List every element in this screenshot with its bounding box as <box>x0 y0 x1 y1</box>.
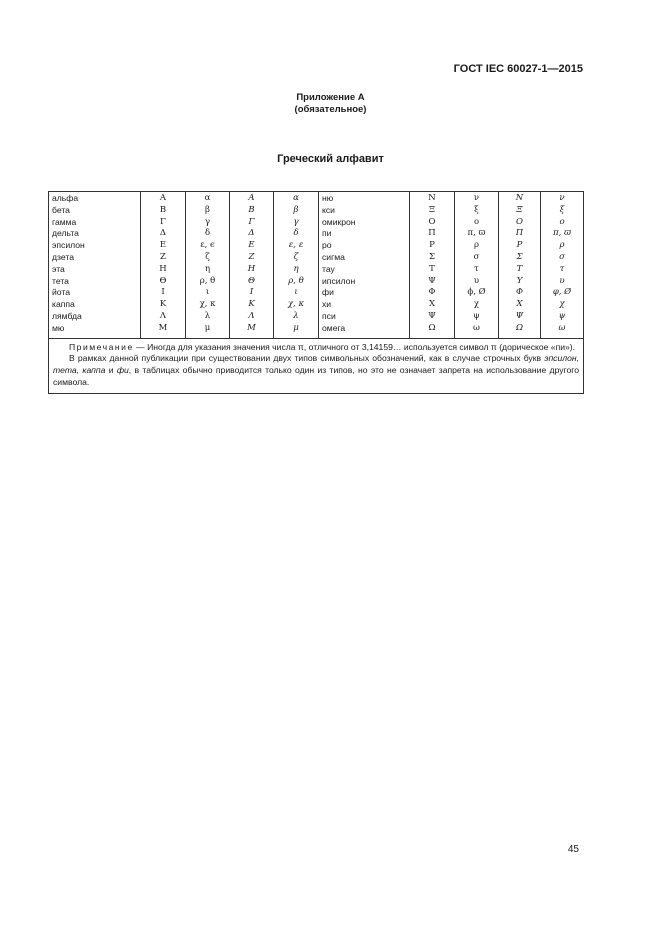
table-cell: Ξ <box>516 204 523 215</box>
table-cell: α <box>293 193 299 203</box>
table-cell: K <box>248 299 255 310</box>
table-cell: ω <box>558 322 566 333</box>
table-cell: Ψ <box>428 310 436 321</box>
table-cell: I <box>249 287 254 298</box>
table-cell: Υ <box>516 275 523 286</box>
table-cell: бета <box>52 204 70 215</box>
table-cell: δ <box>204 228 211 239</box>
left-names-column <box>52 193 137 335</box>
table-cell: ν <box>473 193 480 203</box>
table-cell: ρ, θ <box>288 275 304 286</box>
table-cell: каппа <box>52 299 75 310</box>
table-cell: Σ <box>428 251 435 262</box>
table-cell: τ <box>474 263 479 274</box>
table-cell: ρ <box>559 240 565 251</box>
appendix-heading <box>0 92 661 116</box>
left-upright-lower-column <box>189 193 226 335</box>
table-cell: σ <box>473 251 480 262</box>
table-cell: P <box>516 240 523 251</box>
note-text-1: — Иногда для указания значения числа π, отличного от 3,14159… используется символ π (дорическое «пи»). <box>133 341 576 352</box>
table-cell: сигма <box>322 251 345 262</box>
table-cell: дзета <box>52 251 74 262</box>
table-cell: δ <box>293 228 299 239</box>
table-cell: дельта <box>52 228 79 239</box>
table-cell: пси <box>322 310 336 321</box>
table-row <box>49 192 584 339</box>
page-number: 45 <box>567 844 579 855</box>
table-cell: Θ <box>248 275 255 286</box>
table-cell: λ <box>204 310 211 321</box>
right-upright-upper-column <box>413 193 451 335</box>
table-cell: Π <box>515 228 524 239</box>
right-names-column <box>322 193 406 335</box>
table-cell: N <box>515 193 524 203</box>
table-cell: ипсилон <box>322 275 356 286</box>
table-cell: ξ <box>474 204 479 215</box>
table-cell: ν <box>559 193 565 203</box>
table-cell: Κ <box>159 299 167 310</box>
note-text-2-italic: эпсилон, тета, каппа <box>53 353 579 376</box>
note-row <box>49 338 584 393</box>
table-cell: ρ <box>474 240 479 251</box>
table-cell: χ, κ <box>199 299 216 310</box>
note-paragraph-1 <box>53 342 579 354</box>
table-cell: мю <box>52 322 65 333</box>
note-text-2a: В рамках данной публикации при существовании двух типов символьных обозначений, как в случае строчных букв <box>69 353 545 364</box>
note-cell <box>49 338 584 393</box>
table-cell: χ <box>559 299 565 310</box>
right-upright-lower-column <box>458 193 495 335</box>
table-cell: Ν <box>428 193 436 203</box>
note-label: Примечание <box>69 341 134 352</box>
table-cell: лямбда <box>52 310 82 321</box>
table-cell: B <box>248 204 255 215</box>
table-cell: ε, ε <box>288 240 304 251</box>
table-cell: ζ <box>205 251 210 262</box>
table-cell: Β <box>159 204 167 215</box>
standard-code: ГОСТ IEC 60027-1—2015 <box>453 63 583 75</box>
table-cell: τ <box>559 263 565 274</box>
table-cell: эпсилон <box>52 240 85 251</box>
table-cell: Δ <box>159 228 167 239</box>
table-cell: пи <box>322 228 332 239</box>
table-cell: Σ <box>516 251 523 262</box>
table-cell: β <box>205 204 210 215</box>
table-cell: Δ <box>248 228 255 239</box>
table-cell: ψ <box>558 310 566 321</box>
table-cell: γ <box>204 216 211 227</box>
table-cell: Η <box>159 263 167 274</box>
table-cell: ε, ϵ <box>200 240 215 251</box>
table-cell: M <box>247 322 256 333</box>
table-cell: эта <box>52 263 65 274</box>
table-cell: Ο <box>428 216 436 227</box>
table-cell: Z <box>248 251 255 262</box>
table-cell: Π <box>428 228 436 239</box>
table-cell: ρ, θ <box>199 275 216 286</box>
table-cell: Ζ <box>160 251 166 262</box>
table-cell: ω <box>473 322 480 333</box>
table-cell: ο <box>559 216 565 227</box>
note-paragraph-2 <box>53 353 579 388</box>
left-italic-lower-column <box>277 193 315 335</box>
table-cell: ι <box>294 287 298 298</box>
table-cell: фи <box>322 287 334 298</box>
table-cell: альфа <box>52 193 79 203</box>
table-cell: йота <box>52 287 71 298</box>
greek-alphabet-table <box>48 191 584 394</box>
section-title: Греческий алфавит <box>277 153 384 165</box>
table-cell: кси <box>322 204 335 215</box>
table-cell: O <box>516 216 523 227</box>
table-cell: η <box>204 263 211 274</box>
table-cell: ню <box>322 193 334 203</box>
table-cell: Γ <box>160 216 166 227</box>
appendix-title: Приложение А <box>296 92 365 103</box>
table-cell: A <box>248 193 255 203</box>
table-cell: σ <box>559 251 565 262</box>
left-italic-upper-column <box>233 193 270 335</box>
table-cell: γ <box>293 216 299 227</box>
table-cell: Τ <box>429 263 435 274</box>
table-cell: Ω <box>428 322 436 333</box>
table-cell: ϕ, Ø <box>467 287 486 298</box>
table-cell: тау <box>322 263 335 274</box>
table-cell: η <box>293 263 299 274</box>
table-cell: μ <box>204 322 211 333</box>
table-cell: Φ <box>516 287 523 298</box>
table-cell: π, ϖ <box>467 228 486 239</box>
table-cell: ро <box>322 240 332 251</box>
right-italic-upper-column <box>502 193 537 335</box>
table-cell: α <box>204 193 211 203</box>
table-cell: ξ <box>559 204 565 215</box>
note-text-2c: , в таблицах обычно приводится только один из типов, но это не означает запрета на использование другого символа. <box>53 365 580 387</box>
table-cell: Ψ <box>515 310 524 321</box>
table-cell: омега <box>322 322 346 333</box>
table-cell: Μ <box>158 322 168 333</box>
table-cell: Ε <box>159 240 167 251</box>
table-cell: Λ <box>248 310 255 321</box>
note-text-2-italic2: фи <box>116 365 129 376</box>
table-cell: гамма <box>52 216 77 227</box>
right-italic-lower-column <box>544 193 580 335</box>
table-cell: E <box>248 240 255 251</box>
table-cell: Ψ <box>428 275 436 286</box>
table-cell: Θ <box>159 275 167 286</box>
table-cell: Ω <box>515 322 524 333</box>
table-cell: π, ϖ <box>553 228 571 239</box>
table-cell: T <box>516 263 523 274</box>
table-cell: ψ <box>473 310 480 321</box>
table-cell: β <box>293 204 299 215</box>
table-cell: ο <box>473 216 480 227</box>
table-cell: Α <box>159 193 167 203</box>
table-cell: λ <box>293 310 299 321</box>
appendix-subtitle: (обязательное) <box>294 104 367 115</box>
table-cell: X <box>516 299 523 310</box>
table-cell: Φ <box>428 287 436 298</box>
table-cell: υ <box>473 275 480 286</box>
table-cell: хи <box>322 299 332 310</box>
table-cell: Λ <box>159 310 167 321</box>
table-cell: Ι <box>161 287 165 298</box>
table-cell: Ξ <box>429 204 435 215</box>
table-cell: μ <box>293 322 299 333</box>
table-cell: ι <box>205 287 210 298</box>
table-cell: тета <box>52 275 69 286</box>
table-cell: H <box>247 263 256 274</box>
table-cell: Γ <box>248 216 255 227</box>
table-cell: υ <box>559 275 565 286</box>
table-cell: Ρ <box>429 240 435 251</box>
table-cell: φ, Ø <box>552 287 572 298</box>
table-cell: χ, κ <box>287 299 305 310</box>
left-upright-upper-column <box>144 193 182 335</box>
note-text-2b: и <box>105 365 117 376</box>
table-cell: омикрон <box>322 216 356 227</box>
table-cell: χ <box>473 299 480 310</box>
table-cell: ζ <box>293 251 299 262</box>
table-cell: Χ <box>428 299 436 310</box>
